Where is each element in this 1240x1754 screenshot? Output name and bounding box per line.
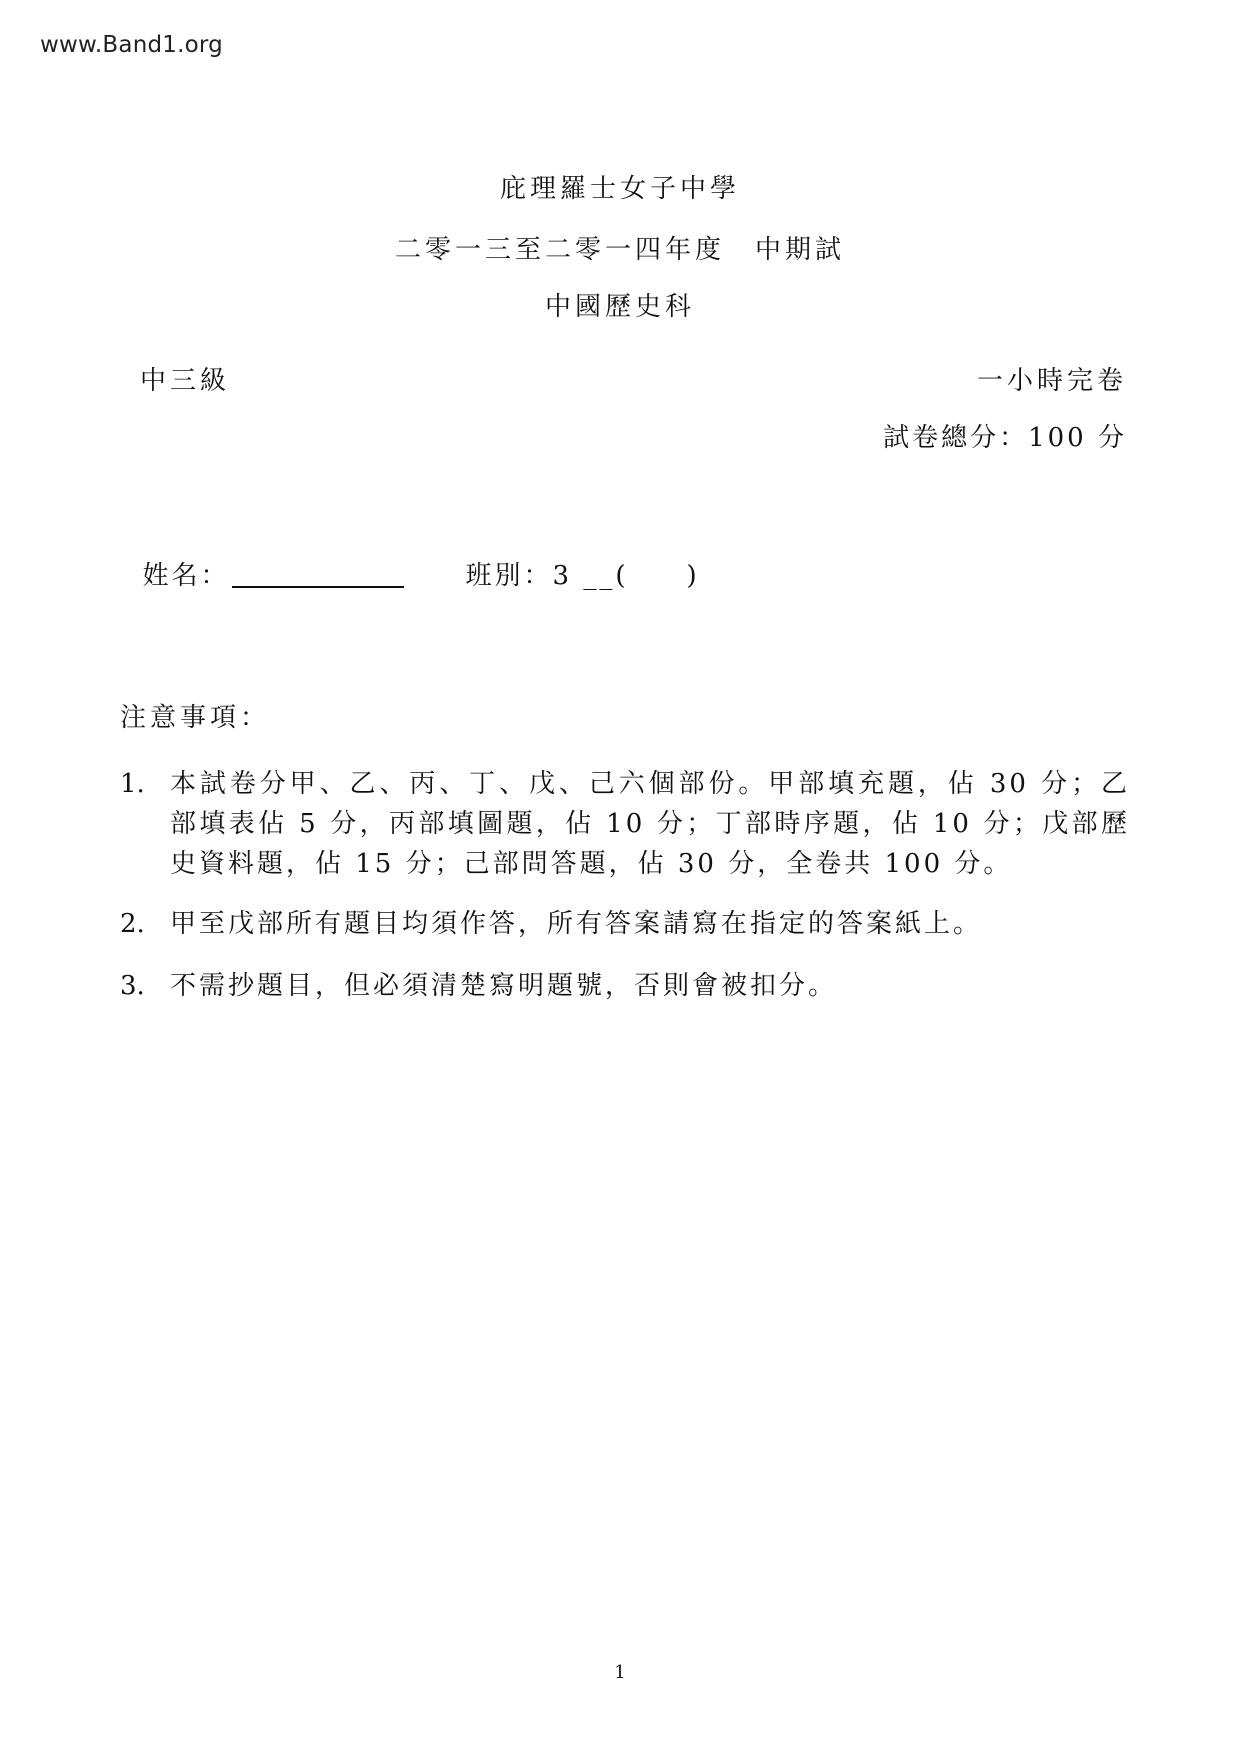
note-item <box>120 904 1130 944</box>
name-blank-line <box>232 586 404 588</box>
total-marks: 試卷總分：100 分 <box>883 423 1127 453</box>
note-text: 不需抄題目，但必須清楚寫明題號，否則會被扣分。 <box>170 971 838 1001</box>
notes-heading: 注意事項： <box>120 703 271 733</box>
grade-level: 中三級 <box>140 366 231 396</box>
exam-duration: 一小時完卷 <box>976 366 1127 396</box>
student-info-row <box>120 525 700 592</box>
note-number: 2. <box>120 909 145 939</box>
name-label: 姓名： <box>142 561 230 591</box>
page-number: 1 <box>614 1662 626 1683</box>
note-text: 本試卷分甲、乙、丙、丁、戊、己六個部份。甲部填充題，佔 30 分；乙部填表佔 5 分，丙部填圖題，佔 10 分；丁部時序題，佔 10 分；戊部歷史資料題，佔 15 分；己部問答題，佔 30 分，全卷共 100 分。 <box>170 769 1130 879</box>
school-name: 庇理羅士女子中學 <box>499 174 740 204</box>
note-text: 甲至戊部所有題目均須作答，所有答案請寫在指定的答案紙上。 <box>170 909 983 939</box>
note-item <box>120 764 1130 884</box>
class-label: 班別：3 __( ) <box>465 561 700 591</box>
note-item <box>120 966 1130 1006</box>
note-number: 3. <box>120 971 145 1001</box>
watermark-url: www.Band1.org <box>40 32 223 58</box>
subject-title: 中國歷史科 <box>544 292 695 322</box>
note-number: 1. <box>120 769 145 799</box>
exam-title: 二零一三至二零一四年度 中期試 <box>394 235 845 265</box>
